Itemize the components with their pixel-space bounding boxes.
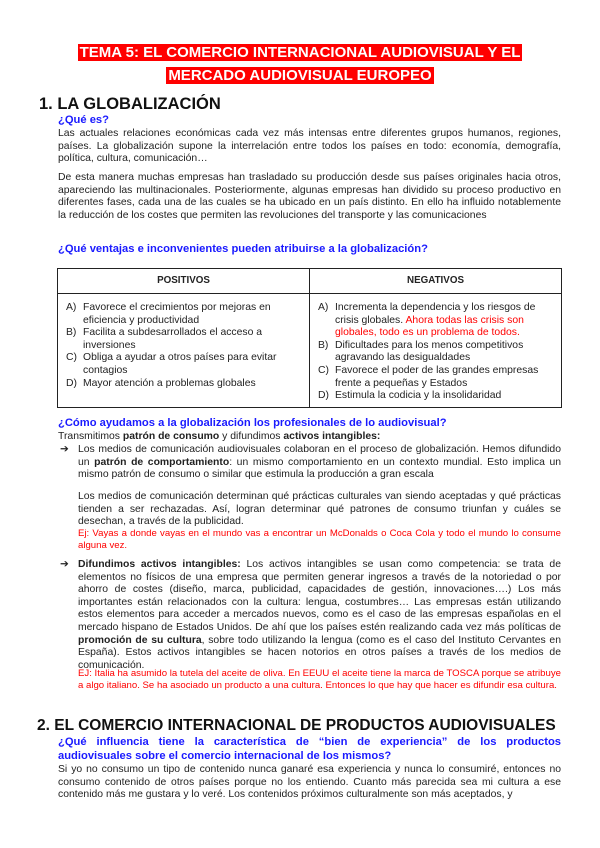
text: Transmitimos (58, 431, 123, 442)
intro-line (58, 431, 380, 444)
text: y difundimos (219, 431, 284, 442)
list-item (318, 340, 553, 365)
item-key: B) (318, 339, 329, 351)
text: Los activos intangibles se usan como competencia: se trata de elementos no físicos de una empresa que permiten generar ingresos a través de la notoriedad o por ahorro de costes (diseño, marca, publicidad, capacidades de gestión, innovaciones….) Los más importantes están relacionados con la cultura: lengua, costumbres… Las empresas están utilizando estos elementos para acceder a mercados nuevos, como es el caso de las empresas españolas en el mercado hispano de Estados Unidos. De ahí que los países estén realizando cada vez más políticas de (78, 559, 561, 633)
bold-text: activos intangibles: (283, 431, 381, 442)
item-key: B) (66, 327, 77, 339)
list-item (66, 352, 301, 377)
bullet-behaviour-pattern (60, 444, 562, 482)
list-item (66, 378, 301, 391)
item-key: A) (66, 302, 77, 313)
paragraph: De esta manera muchas empresas han trasladado su producción desde sus países originales hacia otros, apareciendo las multinacionales. Posteriormente, algunas empresas han dividido su proceso productivo en diferentes fases, cada una de las cuales se ha ubicado en un país distinto. En ello ha influido notablemente la reducción de los costes que permiten las revoluciones del transporte y las comunicaciones (58, 172, 561, 221)
item-key: D) (318, 390, 329, 402)
header-positivos: POSITIVOS (58, 269, 310, 294)
list-item (318, 302, 553, 340)
paragraph: Las actuales relaciones económicas cada vez más intensas entre diferentes grupos humanos, regiones, países. La globalización supone la interrelación entre todos los países en todo: economía, demografía, política, cultura, comunicación… (58, 128, 561, 165)
section-2-heading: 2. EL COMERCIO INTERNACIONAL DE PRODUCTOS AUDIOVISUALES (37, 717, 556, 734)
text: Los medios de comunicación audiovisuales colaboran en el proceso de globalización. Hemos difundido un (78, 444, 561, 468)
item-key: D) (66, 377, 77, 389)
title-line-1: TEMA 5: EL COMERCIO INTERNACIONAL AUDIOVISUAL Y EL (79, 44, 521, 61)
item-text (335, 302, 553, 340)
paragraph: Si yo no consumo un tipo de contenido nunca ganaré esa experiencia y nunca lo consumiré, entonces no consumo contenido de otros países porque no los entiendo. Cuanto más parecida sea mi cultura a ese contenido más me gustara y lo veré. Los contenidos próximos culturalmente son más aceptados, y (58, 764, 561, 801)
item-note: Ahora todas las crisis son globales, todo es un problema de todos. (335, 314, 524, 339)
list-item (66, 327, 301, 352)
pros-cons-table (57, 268, 562, 408)
document-title (0, 41, 600, 87)
list-item (318, 365, 553, 390)
bold-text: Difundimos activos intangibles: (78, 559, 241, 570)
bold-text: promoción de su cultura (78, 634, 202, 646)
arrow-icon: ➔ (60, 559, 69, 570)
item-key: C) (66, 352, 77, 364)
question-advantages: ¿Qué ventajas e inconvenientes pueden atribuirse a la globalización? (58, 243, 428, 255)
item-text: Facilita a subdesarrollados el acceso a inversiones (83, 327, 263, 351)
item-text-main: Incrementa la dependencia y los riesgos de crisis globales. (335, 302, 536, 326)
bold-text: patrón de comportamiento (94, 456, 230, 468)
arrow-icon: ➔ (60, 444, 69, 455)
item-key: C) (318, 364, 329, 376)
example-note: Ej: Vayas a donde vayas en el mundo vas a encontrar un McDonalds o Coca Cola y todo el mundo lo consume alguna vez. (78, 528, 561, 552)
question-professionals: ¿Cómo ayudamos a la globalización los profesionales de lo audiovisual? (58, 417, 447, 429)
list-item (318, 390, 553, 403)
text: , sobre todo utilizando la lengua (como es el caso del Instituto Cervantes en España). Estos activos intangibles se hacen notorios en otros países a través de los medios de comunicación. (78, 634, 561, 671)
item-text: Estimula la codicia y la insolidaridad (335, 390, 502, 402)
positivos-cell (58, 294, 310, 408)
title-line-2: MERCADO AUDIOVISUAL EUROPEO (168, 67, 432, 84)
item-text: Obliga a ayudar a otros países para evitar contagios (83, 352, 277, 376)
bold-text: patrón de consumo (122, 431, 220, 442)
question-what-is: ¿Qué es? (58, 114, 109, 126)
item-text: Favorece el poder de las grandes empresas frente a pequeñas y Estados (335, 364, 539, 389)
item-key: A) (318, 302, 329, 313)
item-text: Mayor atención a problemas globales (83, 377, 256, 389)
negativos-cell (310, 294, 562, 408)
header-negativos: NEGATIVOS (310, 269, 562, 294)
paragraph: Los medios de comunicación determinan qué prácticas culturales van siendo aceptadas y qué prácticas tienden a ser rechazadas. Así, logran determinar qué patrones de consumo triunfan y cuáles se desechan, a través de la publicidad. (78, 491, 561, 528)
text: : un mismo comportamiento en un contexto mundial. Esto implica un mismo patrón de consumo o similar que estimula la producción a gran escala (78, 456, 562, 481)
item-text: Dificultades para los menos competitivos agravando las desigualdades (335, 339, 524, 364)
item-text: Favorece el crecimientos por mejoras en eficiencia y productividad (83, 302, 271, 326)
section-1-heading: 1. LA GLOBALIZACIÓN (39, 95, 221, 113)
question-experience-good: ¿Qué influencia tiene la característica de “bien de experiencia” de los productos audiovisuales sobre el comercio internacional de los mismos? (58, 736, 561, 762)
list-item (66, 302, 301, 327)
example-note: EJ: Italia ha asumido la tutela del aceite de oliva. En EEUU el aceite tiene la marca de TOSCA porque se atribuye a algo italiano. Se ha asociado un producto a una cultura. Entonces lo que hay que hacer es difundir esa cultura. (78, 668, 561, 692)
bullet-intangible-assets (60, 559, 561, 672)
